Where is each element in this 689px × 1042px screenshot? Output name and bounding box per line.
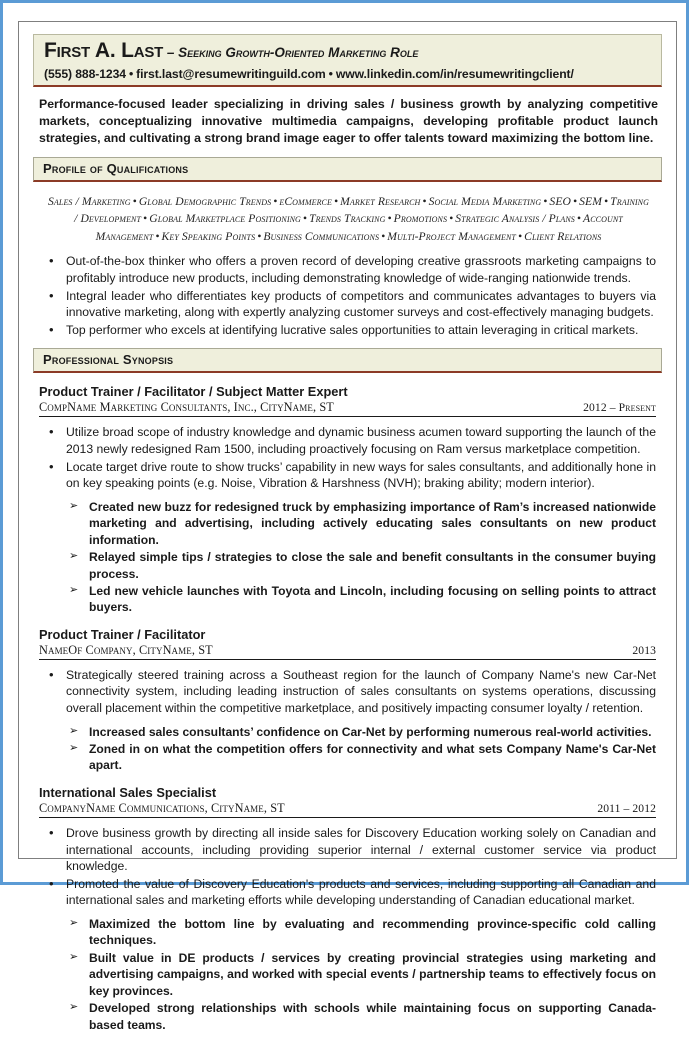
job-achievement: ➢ Led new vehicle launches with Toyota and Lincoln, including focusing on selling points to attract buyers. (39, 583, 656, 616)
resume-page (18, 21, 677, 1032)
keyword-separator: • (449, 212, 454, 226)
keyword-item: Strategic Analysis / Plans (455, 212, 575, 226)
keyword-separator: • (604, 194, 609, 208)
job-achievement: ➢ Created new buzz for redesigned truck by emphasizing importance of Ram’s increased nationwide marketing and advertising, including actively educating sales consultants on new product information. (39, 499, 656, 548)
keyword-item: eCommerce (279, 194, 332, 208)
keyword-separator: • (517, 229, 523, 243)
linkedin-url[interactable]: www.linkedin.com/in/resumewritingclient/ (335, 66, 574, 81)
job-achievement-list (39, 499, 656, 616)
job-bullet-list (39, 424, 656, 491)
name-and-tagline (44, 40, 651, 63)
job-dates: 2012 – Present (583, 401, 656, 415)
keyword-list (45, 193, 652, 246)
phone-number: (555) 888-1234 (44, 66, 126, 81)
keyword-separator: • (572, 194, 578, 208)
job-bullet: • Promoted the value of Discovery Education's products and services, including supporting all Canadian and international sales and marketing efforts while developing understanding of Canadian educational market. (39, 876, 656, 909)
keyword-separator: • (155, 229, 160, 243)
keyword-separator: • (132, 194, 137, 208)
job-achievement: ➢ Increased sales consultants’ confidence on Car-Net by performing numerous real-world activities. (39, 724, 656, 740)
job-bullet: • Locate target drive route to show trucks’ capability in new ways for sales consultants, and additionally hone in on key speaking points (e.g. Noise, Vibration & Harshness (NVH); braking ability; modern interior). (39, 459, 656, 492)
contact-line (44, 67, 651, 81)
experience-entry (33, 627, 662, 774)
keyword-item: Key Speaking Points (161, 229, 256, 243)
keyword-item: SEM (579, 194, 602, 208)
section-heading-synopsis (33, 348, 662, 373)
job-achievement-list (39, 724, 656, 774)
keyword-separator: • (302, 212, 308, 226)
profile-bullet: • Integral leader who differentiates key products of competitors and communicates advantages to buyers via innovative marketing, along with expertly analyzing customer surveys and cost-effectively managing budgets. (39, 288, 656, 321)
candidate-name: First A. Last (44, 39, 164, 62)
keyword-separator: • (576, 212, 582, 226)
job-bullet-list (39, 825, 656, 909)
experience-entry (33, 384, 662, 615)
keyword-item: Training / Development (74, 194, 649, 226)
job-title: International Sales Specialist (39, 784, 217, 800)
profile-bullet: • Out-of-the-box thinker who offers a proven record of developing creative grassroots marketing campaigns to profitably introduce new products, including demonstrating knowledge of wide-ranging nationwide trends. (39, 253, 656, 286)
experience-entry (33, 785, 662, 1033)
job-company: CompName Marketing Consultants, Inc., CityName, ST (39, 400, 334, 415)
keyword-separator: • (422, 194, 427, 208)
name-dash: – (163, 45, 179, 60)
keyword-item: Multi-Project Management (387, 229, 516, 243)
keyword-item: Account Management (95, 212, 623, 243)
job-meta-row (39, 400, 656, 417)
contact-separator-1: • (128, 66, 134, 81)
keyword-item: Promotions (393, 212, 448, 226)
job-title: Product Trainer / Facilitator (39, 626, 206, 642)
keyword-item: Global Marketplace Positioning (149, 212, 301, 226)
keyword-separator: • (143, 212, 148, 226)
job-achievement: ➢ Zoned in on what the competition offers for connectivity and what sets Company Name's Car-Net apart. (39, 741, 656, 774)
keyword-item: SEO (549, 194, 571, 208)
keyword-item: Sales / Marketing (48, 194, 131, 208)
job-bullet: • Drove business growth by directing all inside sales for Discovery Education working solely on Canadian and international accounts, including providing superior internal / external customer service via product knowledge. (39, 825, 656, 875)
job-meta-row (39, 801, 656, 818)
keyword-separator: • (333, 194, 339, 208)
resume-header (33, 34, 662, 87)
profile-bullet-list (39, 253, 656, 338)
job-achievement: ➢ Maximized the bottom line by evaluating and recommending province-specific cold calling techniques. (39, 916, 656, 949)
professional-summary: Performance-focused leader specializing in driving sales / business growth by analyzing competitive markets, conceptualizing innovative multimedia campaigns, developing profitable product launch strategies, and cultivating a strong brand image eager to offer talents toward maximizing the bottom line. (39, 96, 658, 145)
keyword-separator: • (543, 194, 548, 208)
section-heading-synopsis-label: Professional Synopsis (43, 352, 174, 368)
keyword-separator: • (257, 229, 262, 243)
experience-list (33, 384, 662, 1033)
job-bullet: • Utilize broad scope of industry knowledge and dynamic business acumen toward supporting the launch of the 2013 newly redesigned Ram 1500, including proactively focusing on Ram versus marketplace competition. (39, 424, 656, 457)
job-bullet: • Strategically steered training across a Southeast region for the launch of Company Name's new Car-Net connectivity system, including leading instruction of sales consultants on systems operations, discussing overall placement within the competitive marketplace, and positively impacting consumer loyalty / retention. (39, 667, 656, 717)
keyword-item: Global Demographic Trends (138, 194, 272, 208)
keyword-item: Market Research (340, 194, 421, 208)
job-meta-row (39, 643, 656, 660)
section-heading-profile-label: Profile of Qualifications (43, 160, 189, 176)
job-achievement: ➢ Developed strong relationships with schools while maintaining focus on supporting Canada-based teams. (39, 1000, 656, 1033)
job-achievement: ➢ Relayed simple tips / strategies to close the sale and benefit consultants in the consumer buying process. (39, 549, 656, 582)
profile-bullet: • Top performer who excels at identifying lucrative sales opportunities to attain leveraging in critical markets. (39, 322, 656, 339)
email-address[interactable]: first.last@resumewritinguild.com (136, 66, 326, 81)
job-company: CompanyName Communications, CityName, ST (39, 800, 285, 815)
job-achievement-list (39, 916, 656, 1033)
keyword-item: Business Communications (263, 229, 380, 243)
job-company: NameOf Company, CityName, ST (39, 642, 213, 657)
job-dates: 2013 (632, 643, 656, 657)
job-achievement: ➢ Built value in DE products / services by creating provincial strategies using marketing and advertising campaigns, and worked with special events / partnership teams to effectively focus on key provinces. (39, 950, 656, 999)
section-heading-profile (33, 157, 662, 182)
keyword-item: Trends Tracking (309, 212, 386, 226)
contact-separator-2: • (328, 66, 333, 81)
job-dates: 2011 – 2012 (597, 801, 656, 815)
keyword-separator: • (387, 212, 392, 226)
job-bullet-list (39, 667, 656, 717)
job-title: Product Trainer / Facilitator / Subject Matter Expert (39, 384, 348, 400)
candidate-tagline: Seeking Growth-Oriented Marketing Role (178, 45, 419, 60)
keyword-separator: • (381, 229, 386, 243)
keyword-separator: • (273, 194, 278, 208)
keyword-item: Client Relations (524, 229, 602, 243)
keyword-item: Social Media Marketing (428, 194, 542, 208)
